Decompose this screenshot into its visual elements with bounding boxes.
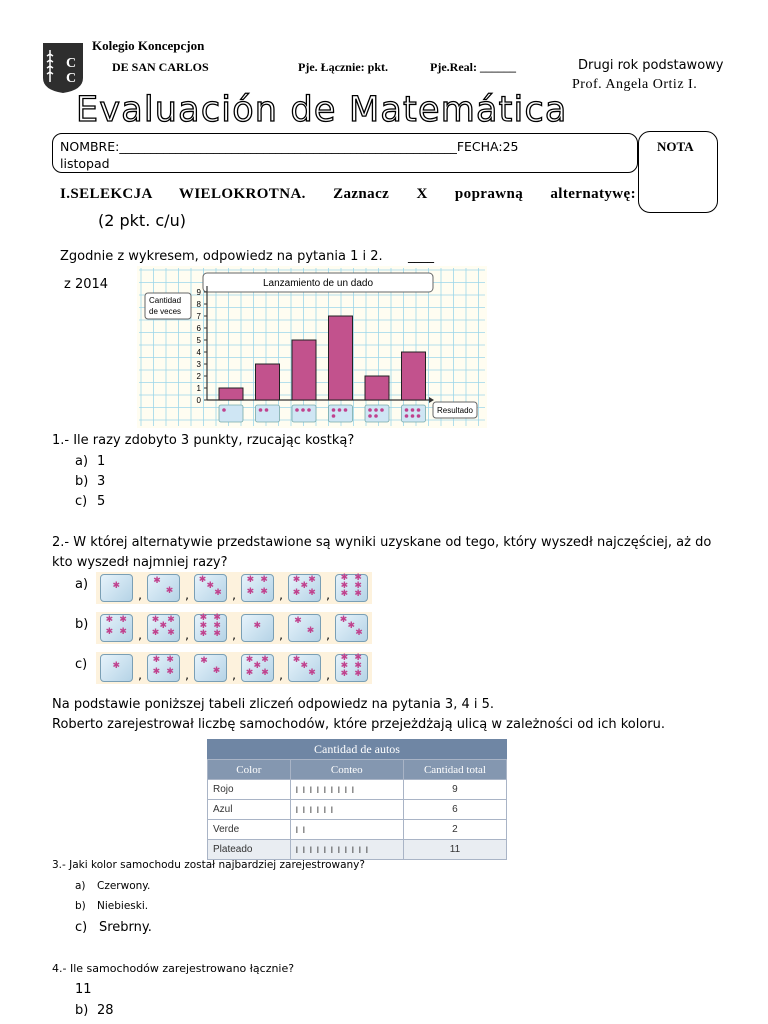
y-tick-label: 0 — [196, 396, 201, 405]
y-tick-label: 7 — [196, 312, 201, 321]
chart-xlabel: Resultado — [436, 406, 474, 415]
separator: , — [232, 628, 236, 642]
q3-option-1[interactable] — [75, 880, 150, 892]
table-header-cell: Cantidad total — [403, 760, 506, 780]
q1-option-2[interactable] — [75, 474, 105, 489]
cars-table — [207, 739, 507, 860]
y-tick-label: 9 — [196, 288, 201, 297]
q2-option-3[interactable] — [96, 652, 372, 684]
die-2-icon: ✱ ✱ — [194, 654, 227, 682]
table-row — [208, 800, 507, 820]
q4-option-2[interactable] — [75, 1003, 114, 1018]
table-row — [208, 820, 507, 840]
section-points: (2 pkt. c/u) — [98, 211, 186, 230]
table-cell: Verde — [208, 820, 291, 840]
intro-blank: ____ — [408, 249, 434, 264]
die-6-icon: ✱ ✱ ✱ ✱ ✱ ✱ — [194, 614, 227, 642]
die-2-icon: ✱ ✱ — [288, 614, 321, 642]
separator: , — [232, 668, 236, 682]
die-4-icon: ✱ ✱ ✱ ✱ — [241, 574, 274, 602]
table-cell: I I — [290, 820, 403, 840]
option-text: Niebieski. — [97, 900, 149, 912]
table-row — [208, 840, 507, 860]
q4-option-1[interactable] — [75, 982, 92, 997]
option-text: Srebrny. — [99, 920, 152, 935]
q2-option-letter-3: c) — [75, 657, 88, 672]
die-5-icon: ✱ ✱ ✱ ✱ ✱ — [241, 654, 274, 682]
bar-1 — [219, 388, 243, 400]
table-cell: I I I I I I I I I — [290, 780, 403, 800]
y-tick-label: 2 — [196, 372, 201, 381]
intro-chart: Zgodnie z wykresem, odpowiedz na pytania 1 i 2. — [60, 249, 383, 264]
option-letter: a) — [75, 880, 86, 892]
die-face-1-icon — [219, 405, 243, 422]
q2-option-2[interactable] — [96, 612, 372, 644]
separator: , — [326, 588, 330, 602]
question-2-line1: 2.- W której alternatywie przedstawione są wyniki uzyskane od tego, który wyszedł najczęściej, aż do — [52, 535, 712, 550]
points-real: Pje.Real: ______ — [430, 60, 516, 74]
die-6-icon: ✱ ✱ ✱ ✱ ✱ ✱ — [335, 574, 368, 602]
die-1-icon: ✱ — [100, 654, 133, 682]
table-header-cell: Color — [208, 760, 291, 780]
table-cell: I I I I I I I I I I I — [290, 840, 403, 860]
page-title: Evaluación de Matemática — [76, 90, 568, 130]
die-4-icon: ✱ ✱ ✱ ✱ — [100, 614, 133, 642]
separator: , — [138, 668, 142, 682]
q2-option-letter-1: a) — [75, 577, 89, 592]
separator: , — [326, 628, 330, 642]
points-total: Pje. Łącznie: pkt. — [298, 60, 388, 74]
svg-text:C: C — [66, 56, 77, 71]
table-cell: Plateado — [208, 840, 291, 860]
intro-table: Na podstawie poniższej tabeli zliczeń odpowiedz na pytania 3, 4 i 5. — [52, 697, 495, 712]
option-text: 1 — [97, 454, 106, 469]
table-cell: Azul — [208, 800, 291, 820]
table-cell: 9 — [403, 780, 506, 800]
option-letter: c) — [75, 494, 88, 509]
option-letter: b) — [75, 474, 89, 489]
option-text: 28 — [97, 1003, 114, 1018]
option-text: 3 — [97, 474, 106, 489]
y-tick-label: 4 — [196, 348, 201, 357]
q3-option-2[interactable] — [75, 900, 148, 912]
separator: , — [279, 628, 283, 642]
die-face-2-icon — [256, 405, 280, 422]
school-name: Kolegio Koncepcjon — [92, 38, 205, 53]
question-1: 1.- Ile razy zdobyto 3 punkty, rzucając kostką? — [52, 433, 355, 448]
teacher-name: Prof. Angela Ortiz I. — [572, 77, 698, 92]
name-field[interactable]: NOMBRE:______________________________________________________FECHA:25 — [60, 139, 519, 154]
die-5-icon: ✱ ✱ ✱ ✱ ✱ — [288, 574, 321, 602]
die-2-icon: ✱ ✱ — [147, 574, 180, 602]
table-title: Cantidad de autos — [207, 739, 507, 759]
die-face-6-icon — [402, 405, 426, 422]
die-face-3-icon — [292, 405, 316, 422]
bar-4 — [329, 316, 353, 400]
date-field: listopad — [60, 156, 110, 171]
option-letter: b) — [75, 1003, 89, 1018]
die-3-icon: ✱ ✱ ✱ — [288, 654, 321, 682]
q1-option-1[interactable] — [75, 454, 105, 469]
question-4: 4.- Ile samochodów zarejestrowano łącznie? — [52, 962, 295, 975]
bar-5 — [365, 376, 389, 400]
bar-6 — [402, 352, 426, 400]
y-tick-label: 3 — [196, 360, 201, 369]
y-tick-label: 8 — [196, 300, 201, 309]
table-cell: 11 — [403, 840, 506, 860]
table-cell: Rojo — [208, 780, 291, 800]
die-3-icon: ✱ ✱ ✱ — [335, 614, 368, 642]
chart-ylabel-1: Cantidad — [149, 296, 182, 305]
table-cell: I I I I I I — [290, 800, 403, 820]
intro-year: z 2014 — [64, 277, 109, 292]
option-text: Czerwony. — [97, 880, 151, 892]
table-cell: 2 — [403, 820, 506, 840]
separator: , — [185, 588, 189, 602]
separator: , — [232, 588, 236, 602]
table-cell: 6 — [403, 800, 506, 820]
q2-option-1[interactable] — [96, 572, 372, 604]
separator: , — [279, 588, 283, 602]
bar-2 — [256, 364, 280, 400]
y-tick-label: 1 — [196, 384, 201, 393]
chart-title: Lanzamiento de un dado — [262, 278, 374, 289]
die-1-icon: ✱ — [241, 614, 274, 642]
option-text: 5 — [97, 494, 106, 509]
separator: , — [185, 628, 189, 642]
die-4-icon: ✱ ✱ ✱ ✱ — [147, 654, 180, 682]
question-3: 3.- Jaki kolor samochodu został najbardziej zarejestrowany? — [52, 859, 365, 871]
die-face-5-icon — [365, 405, 389, 422]
school-logo — [42, 42, 84, 94]
q1-option-3[interactable] — [75, 494, 105, 509]
intro-table-2: Roberto zarejestrował liczbę samochodów, które przejeżdżają ulicą w zależności od ich koloru. — [52, 717, 666, 732]
die-5-icon: ✱ ✱ ✱ ✱ ✱ — [147, 614, 180, 642]
separator: , — [138, 588, 142, 602]
die-face-4-icon — [329, 405, 353, 422]
option-letter: c) — [75, 920, 88, 935]
grade-label: Drugi rok podstawowy — [578, 58, 724, 73]
bar-3 — [292, 340, 316, 400]
chart-ylabel-2: de veces — [149, 307, 182, 316]
q3-option-3[interactable] — [75, 920, 152, 935]
die-3-icon: ✱ ✱ ✱ — [194, 574, 227, 602]
separator: , — [185, 668, 189, 682]
y-tick-label: 5 — [196, 336, 201, 345]
table-row — [208, 780, 507, 800]
question-2-line2: kto wyszedł najmniej razy? — [52, 555, 228, 570]
separator: , — [279, 668, 283, 682]
separator: , — [138, 628, 142, 642]
die-1-icon: ✱ — [100, 574, 133, 602]
option-letter: a) — [75, 454, 89, 469]
dice-roll-chart — [137, 266, 487, 428]
section-heading: I.SELEKCJA WIELOKROTNA. Zaznacz X poprawną alternatywę: — [60, 186, 636, 202]
svg-text:C: C — [66, 71, 77, 86]
table-header-cell: Conteo — [290, 760, 403, 780]
option-letter: b) — [75, 900, 86, 912]
separator: , — [326, 668, 330, 682]
y-tick-label: 6 — [196, 324, 201, 333]
nota-label: NOTA — [657, 139, 694, 154]
school-subname: DE SAN CARLOS — [112, 60, 209, 74]
option-text: 11 — [75, 982, 92, 997]
q2-option-letter-2: b) — [75, 617, 89, 632]
die-6-icon: ✱ ✱ ✱ ✱ ✱ ✱ — [335, 654, 368, 682]
